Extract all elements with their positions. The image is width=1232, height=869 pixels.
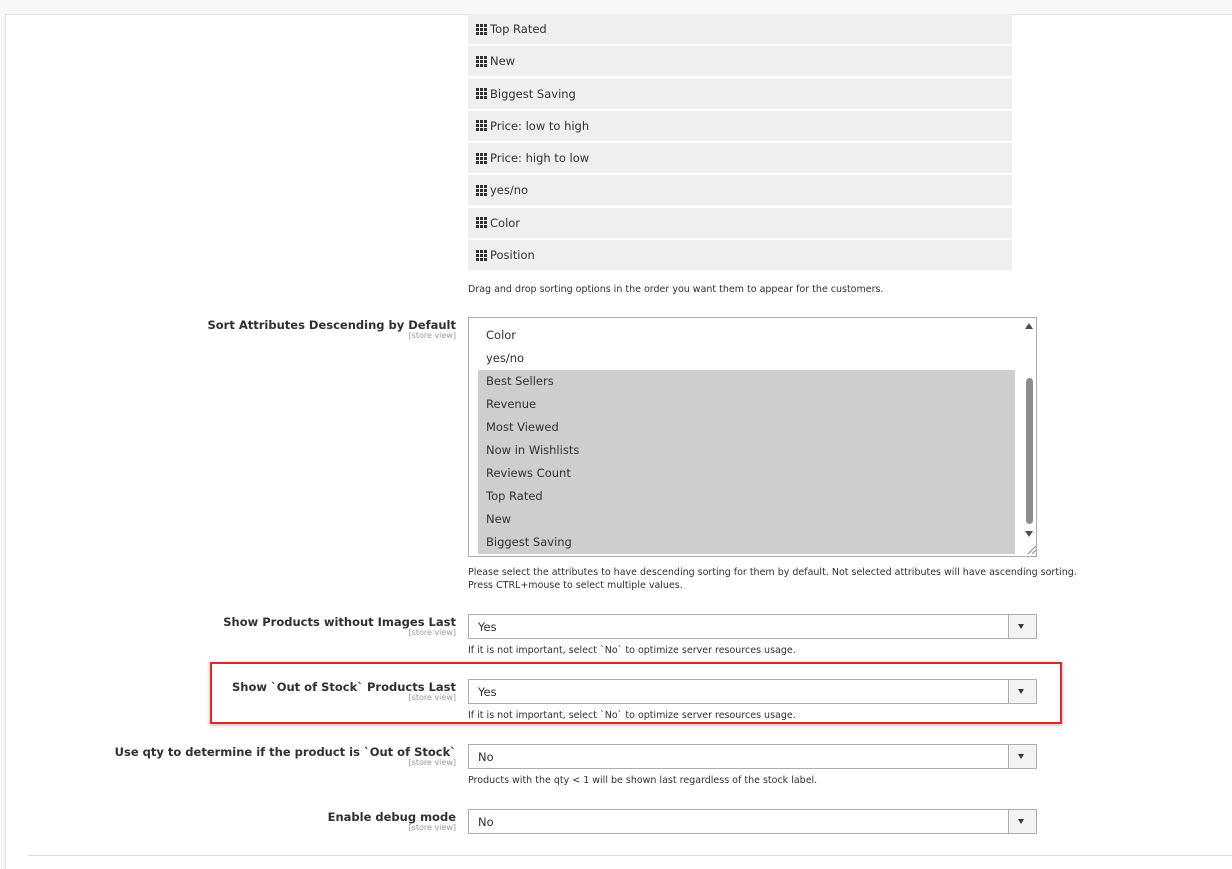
no-images-last-scope: [store view] <box>408 628 456 637</box>
chevron-down-icon <box>1018 754 1024 759</box>
multiselect-option[interactable]: Biggest Saving <box>478 531 1015 554</box>
sorting-options-list <box>468 14 1012 272</box>
sort-item[interactable] <box>468 111 1012 141</box>
dropdown-button[interactable] <box>1008 615 1036 638</box>
use-qty-label: Use qty to determine if the product is `Out of Stock` <box>114 745 456 759</box>
chevron-down-icon <box>1018 689 1024 694</box>
use-qty-select[interactable] <box>468 744 1037 769</box>
out-of-stock-last-label: Show `Out of Stock` Products Last <box>231 680 456 694</box>
no-images-last-note: If it is not important, select `No` to optimize server resources usage. <box>468 645 796 656</box>
section-divider <box>28 855 1232 856</box>
sort-item[interactable] <box>468 208 1012 238</box>
chevron-down-icon <box>1018 624 1024 629</box>
sort-item[interactable] <box>468 175 1012 205</box>
debug-mode-scope: [store view] <box>408 823 456 832</box>
sort-item-label: Position <box>490 248 535 263</box>
scroll-down-icon[interactable] <box>1025 531 1033 537</box>
sort-item-label: Biggest Saving <box>490 86 576 101</box>
sort-item[interactable] <box>468 46 1012 76</box>
debug-mode-select[interactable] <box>468 809 1037 834</box>
drag-handle-icon[interactable] <box>476 185 487 196</box>
multiselect-option[interactable]: Most Viewed <box>478 416 1015 439</box>
out-of-stock-last-scope: [store view] <box>408 693 456 702</box>
out-of-stock-last-note: If it is not important, select `No` to optimize server resources usage. <box>468 710 796 721</box>
sort-item-label: Top Rated <box>490 22 547 36</box>
debug-mode-label: Enable debug mode <box>327 810 456 824</box>
use-qty-note: Products with the qty < 1 will be shown last regardless of the stock label. <box>468 775 818 786</box>
dropdown-button[interactable] <box>1008 680 1036 703</box>
top-bar <box>0 0 1232 14</box>
multiselect-option[interactable]: Top Rated <box>478 485 1015 508</box>
dropdown-button[interactable] <box>1008 810 1036 833</box>
dropdown-button[interactable] <box>1008 745 1036 768</box>
sort-item[interactable] <box>468 240 1012 270</box>
resize-handle-icon[interactable] <box>1026 544 1036 554</box>
multiselect-option[interactable]: Color <box>486 328 517 342</box>
select-value: No <box>478 815 494 829</box>
descending-multiselect[interactable] <box>468 317 1037 557</box>
sort-item-label: New <box>490 54 516 69</box>
multiselect-option[interactable]: New <box>478 508 1015 531</box>
no-images-last-select[interactable] <box>468 614 1037 639</box>
use-qty-scope: [store view] <box>408 758 456 767</box>
drag-handle-icon[interactable] <box>476 250 487 261</box>
scroll-up-icon[interactable] <box>1025 323 1033 329</box>
drag-handle-icon[interactable] <box>476 217 487 228</box>
descending-note-2: Press CTRL+mouse to select multiple values. <box>468 580 683 591</box>
drag-handle-icon[interactable] <box>476 88 487 99</box>
chevron-down-icon <box>1018 819 1024 824</box>
select-value: No <box>478 750 494 764</box>
drag-handle-icon[interactable] <box>476 24 487 35</box>
out-of-stock-last-select[interactable] <box>468 679 1037 704</box>
no-images-last-label: Show Products without Images Last <box>223 615 456 629</box>
sort-item[interactable] <box>468 79 1012 109</box>
sort-item[interactable] <box>468 14 1012 44</box>
select-value: Yes <box>478 620 497 634</box>
sort-item-label: Color <box>490 215 521 230</box>
drag-handle-icon[interactable] <box>476 56 487 67</box>
sorting-note: Drag and drop sorting options in the order you want them to appear for the customers. <box>468 284 884 295</box>
multiselect-option[interactable]: Best Sellers <box>478 370 1015 393</box>
drag-handle-icon[interactable] <box>476 153 487 164</box>
sort-item-label: yes/no <box>490 183 529 198</box>
sort-item-label: Price: low to high <box>490 118 590 133</box>
descending-label: Sort Attributes Descending by Default <box>207 318 456 332</box>
descending-scope: [store view] <box>408 331 456 340</box>
select-value: Yes <box>478 685 497 699</box>
multiselect-option[interactable]: Now in Wishlists <box>478 439 1015 462</box>
descending-note-1: Please select the attributes to have descending sorting for them by default. Not selected attributes will have ascending sorting. <box>468 567 1077 578</box>
multiselect-option[interactable]: Revenue <box>478 393 1015 416</box>
multiselect-option[interactable]: Reviews Count <box>478 462 1015 485</box>
multiselect-option[interactable]: yes/no <box>486 351 525 365</box>
sort-item[interactable] <box>468 143 1012 173</box>
drag-handle-icon[interactable] <box>476 120 487 131</box>
scrollbar-thumb[interactable] <box>1026 378 1033 524</box>
sort-item-label: Price: high to low <box>490 151 590 166</box>
